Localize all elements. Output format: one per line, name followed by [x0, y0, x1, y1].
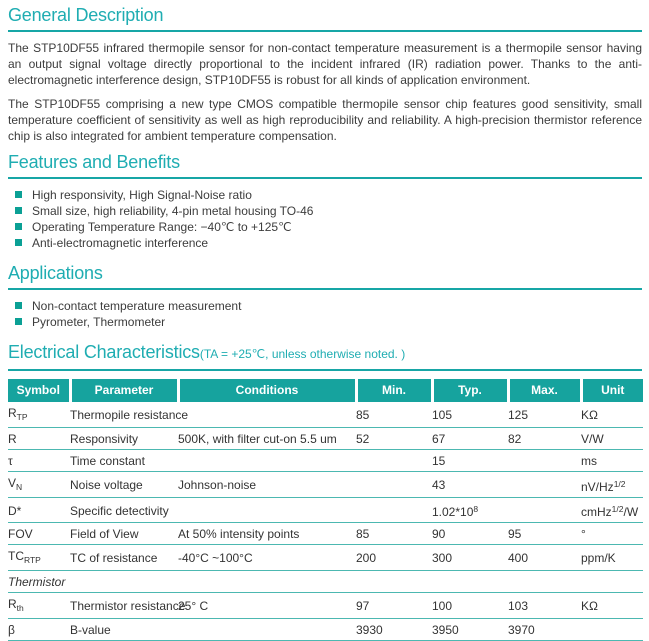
cell-parameter: Thermistor resistance [70, 593, 178, 619]
cell-unit: ppm/K [581, 545, 643, 571]
cell-max: 400 [508, 545, 581, 571]
cell-min [356, 472, 432, 498]
cell-typ: 105 [432, 402, 508, 428]
cell-symbol: τ [8, 450, 70, 472]
cell-typ: $1.02*10^8$ [432, 498, 508, 523]
cell-max: 82 [508, 428, 581, 450]
table-body [8, 402, 643, 641]
cell-typ: 300 [432, 545, 508, 571]
table-row [8, 402, 643, 428]
section-electrical-characteristics [8, 340, 642, 641]
thermistor-subheader: Thermistor [8, 571, 643, 593]
cell-symbol: R [8, 428, 70, 450]
applications-list [8, 298, 642, 330]
cell-symbol: $TC_{RTP}$ [8, 545, 70, 571]
cell-unit [581, 619, 643, 641]
col-header-unit: Unit [581, 379, 643, 402]
cell-min: 97 [356, 593, 432, 619]
cell-unit: KΩ [581, 593, 643, 619]
bullet-square-icon [15, 318, 22, 325]
cell-conditions: At 50% intensity points [178, 523, 356, 545]
electrical-title-text: Electrical Characteristics [8, 342, 200, 362]
feature-item-label: Small size, high reliability, 4-pin metal housing TO-46 [32, 204, 314, 218]
electrical-characteristics-table [8, 379, 643, 641]
feature-item-label: High responsivity, High Signal-Noise ratio [32, 188, 252, 202]
table-header-row [8, 379, 643, 402]
section-title-applications: Applications [8, 263, 103, 283]
section-title-features: Features and Benefits [8, 152, 180, 172]
cell-unit: cmHz$^{1/2}$/W [581, 498, 643, 523]
features-list [8, 187, 642, 251]
bullet-square-icon [15, 302, 22, 309]
application-item [8, 314, 642, 330]
cell-conditions: 500K, with filter cut-on 5.5 um [178, 428, 356, 450]
col-header-max: Max. [508, 379, 581, 402]
cell-parameter: Time constant [70, 450, 178, 472]
cell-min: 85 [356, 523, 432, 545]
cell-max [508, 450, 581, 472]
cell-max [508, 498, 581, 523]
application-item-label: Non-contact temperature measurement [32, 299, 242, 313]
bullet-square-icon [15, 207, 22, 214]
cell-parameter: Thermopile resistance [70, 402, 178, 428]
cell-min: 52 [356, 428, 432, 450]
cell-parameter: TC of resistance [70, 545, 178, 571]
feature-item [8, 187, 642, 203]
cell-max: 125 [508, 402, 581, 428]
title-underline [8, 30, 642, 32]
table-row [8, 523, 643, 545]
cell-conditions: -40°C ~100°C [178, 545, 356, 571]
cell-max: 103 [508, 593, 581, 619]
col-header-typ: Typ. [432, 379, 508, 402]
title-underline [8, 288, 642, 290]
feature-item [8, 219, 642, 235]
table-subheader-row [8, 571, 643, 593]
cell-min: 85 [356, 402, 432, 428]
application-item-label: Pyrometer, Thermometer [32, 315, 166, 329]
cell-unit: V/W [581, 428, 643, 450]
section-title-general-description: General Description [8, 5, 164, 25]
cell-min [356, 498, 432, 523]
table-row [8, 593, 643, 619]
cell-symbol: D* [8, 498, 70, 523]
cell-typ: 43 [432, 472, 508, 498]
col-header-conditions: Conditions [178, 379, 356, 402]
feature-item-label: Anti-electromagnetic interference [32, 236, 209, 250]
cell-typ: 90 [432, 523, 508, 545]
cell-conditions: Johnson-noise [178, 472, 356, 498]
cell-symbol: β [8, 619, 70, 641]
paragraph-general-2: The STP10DF55 comprising a new type CMOS compatible thermopile sensor chip features good sensitivity, small temperature coefficient of sensitivity as well as high reproducibility and reliability. A high-precision thermistor reference chip is also integrated for ambient temperature compensation. [8, 97, 642, 143]
feature-item [8, 235, 642, 251]
table-row [8, 450, 643, 472]
section-title-electrical [8, 340, 642, 366]
title-underline [8, 369, 642, 371]
table-header [8, 379, 643, 402]
cell-unit: ° [581, 523, 643, 545]
bullet-square-icon [15, 223, 22, 230]
cell-symbol: FOV [8, 523, 70, 545]
cell-typ: 100 [432, 593, 508, 619]
section-applications [8, 261, 642, 330]
cell-unit: KΩ [581, 402, 643, 428]
application-item [8, 298, 642, 314]
cell-max [508, 472, 581, 498]
col-header-parameter: Parameter [70, 379, 178, 402]
table-row [8, 498, 643, 523]
cell-symbol: $R_{TP}$ [8, 402, 70, 428]
section-general-description [8, 3, 642, 144]
feature-item-label: Operating Temperature Range: −40℃ to +125℃ [32, 220, 292, 234]
cell-symbol: $R_{th}$ [8, 593, 70, 619]
cell-symbol: $V_N$ [8, 472, 70, 498]
feature-item [8, 203, 642, 219]
col-header-symbol: Symbol [8, 379, 70, 402]
cell-conditions: 25° C [178, 593, 356, 619]
electrical-title-note: (TA = +25℃, unless otherwise noted. ) [199, 347, 406, 361]
cell-parameter: Noise voltage [70, 472, 178, 498]
cell-conditions [178, 498, 356, 523]
cell-parameter: Specific detectivity [70, 498, 178, 523]
bullet-square-icon [15, 191, 22, 198]
cell-conditions [178, 402, 356, 428]
cell-parameter: Field of View [70, 523, 178, 545]
cell-unit: ms [581, 450, 643, 472]
cell-min [356, 450, 432, 472]
cell-min: 200 [356, 545, 432, 571]
cell-min: 3930 [356, 619, 432, 641]
bullet-square-icon [15, 239, 22, 246]
cell-typ: 3950 [432, 619, 508, 641]
cell-typ: 67 [432, 428, 508, 450]
table-row [8, 619, 643, 641]
section-features [8, 150, 642, 251]
cell-unit: $nV/Hz^{1/2}$ [581, 472, 643, 498]
table-row [8, 545, 643, 571]
cell-max: 95 [508, 523, 581, 545]
cell-parameter: B-value [70, 619, 178, 641]
cell-conditions [178, 450, 356, 472]
cell-max: 3970 [508, 619, 581, 641]
table-row [8, 472, 643, 498]
cell-conditions [178, 619, 356, 641]
col-header-min: Min. [356, 379, 432, 402]
paragraph-general-1: The STP10DF55 infrared thermopile sensor for non-contact temperature measurement is a thermopile sensor having an output signal voltage directly proportional to the incident infrared (IR) radiation power. Thanks to the anti-electromagnetic interference design, STP10DF55 is robust for all kinds of application environment. [8, 41, 642, 87]
title-underline [8, 177, 642, 179]
cell-parameter: Responsivity [70, 428, 178, 450]
table-row [8, 428, 643, 450]
cell-typ: 15 [432, 450, 508, 472]
